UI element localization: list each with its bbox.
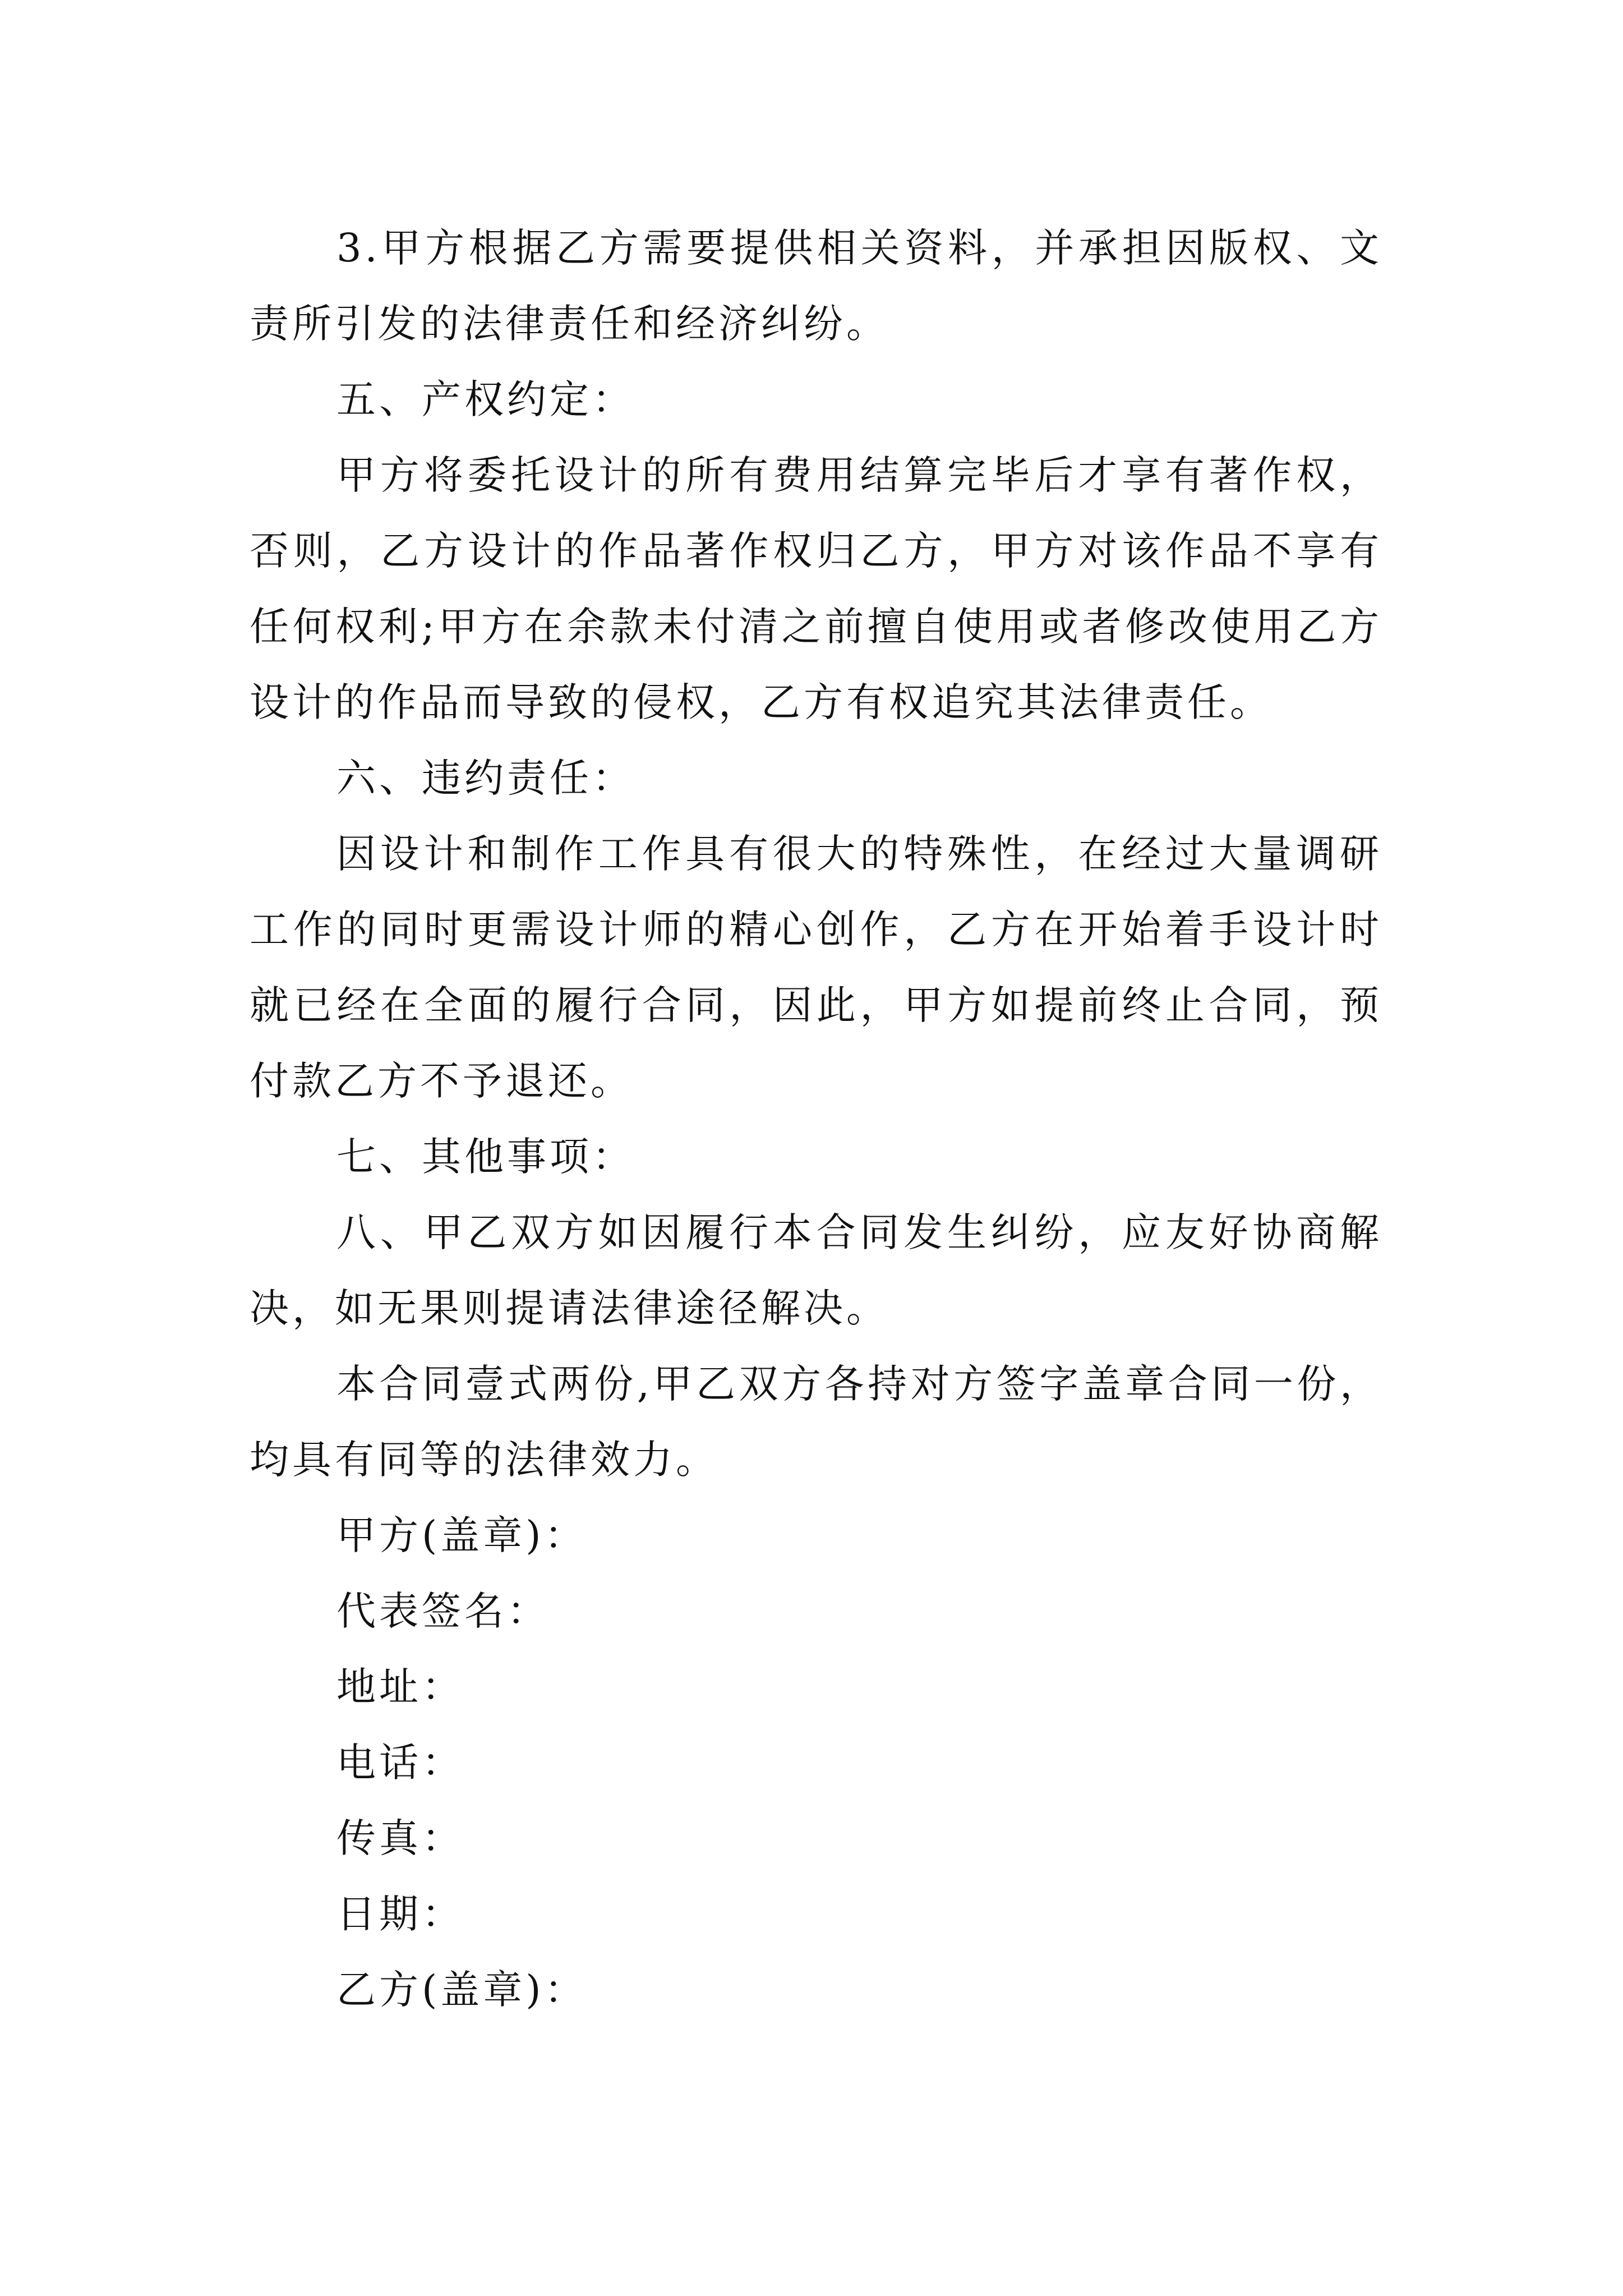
signature-field-fax: 传真： <box>336 1815 464 1861</box>
signature-field-party-b-seal: 乙方(盖章)： <box>336 1967 587 2013</box>
signature-field-representative: 代表签名： <box>336 1588 550 1634</box>
signature-field-party-a-seal: 甲方(盖章)： <box>336 1512 587 1558</box>
section-heading: 七、其他事项： <box>336 1134 635 1180</box>
signature-field-date: 日期： <box>336 1891 464 1937</box>
clause-paragraph: 甲方将委托设计的所有费用结算完毕后才享有著作权，否则，乙方设计的作品著作权归乙方，甲方对该作品不享有任何权利;甲方在余款未付清之前擅自使用或者修改使用乙方设计的作品而导致的侵权，乙方有权追究其法律责任。 <box>250 452 1382 725</box>
signature-field-phone: 电话： <box>336 1740 464 1786</box>
clause-paragraph: 3.甲方根据乙方需要提供相关资料，并承担因版权、文责所引发的法律责任和经济纠纷。 <box>250 225 1382 347</box>
section-heading: 五、产权约定： <box>336 376 635 422</box>
clause-paragraph: 因设计和制作工作具有很大的特殊性，在经过大量调研工作的同时更需设计师的精心创作，乙方在开始着手设计时就已经在全面的履行合同，因此，甲方如提前终止合同，预付款乙方不予退还。 <box>250 831 1382 1104</box>
clause-paragraph: 八、甲乙双方如因履行本合同发生纠纷，应友好协商解决，如无果则提请法律途径解决。 <box>250 1209 1382 1331</box>
section-heading: 六、违约责任： <box>336 755 635 801</box>
clause-paragraph: 本合同壹式两份,甲乙双方各持对方签字盖章合同一份，均具有同等的法律效力。 <box>250 1361 1382 1483</box>
document-body <box>250 210 1382 2028</box>
signature-field-address: 地址： <box>336 1664 464 1710</box>
